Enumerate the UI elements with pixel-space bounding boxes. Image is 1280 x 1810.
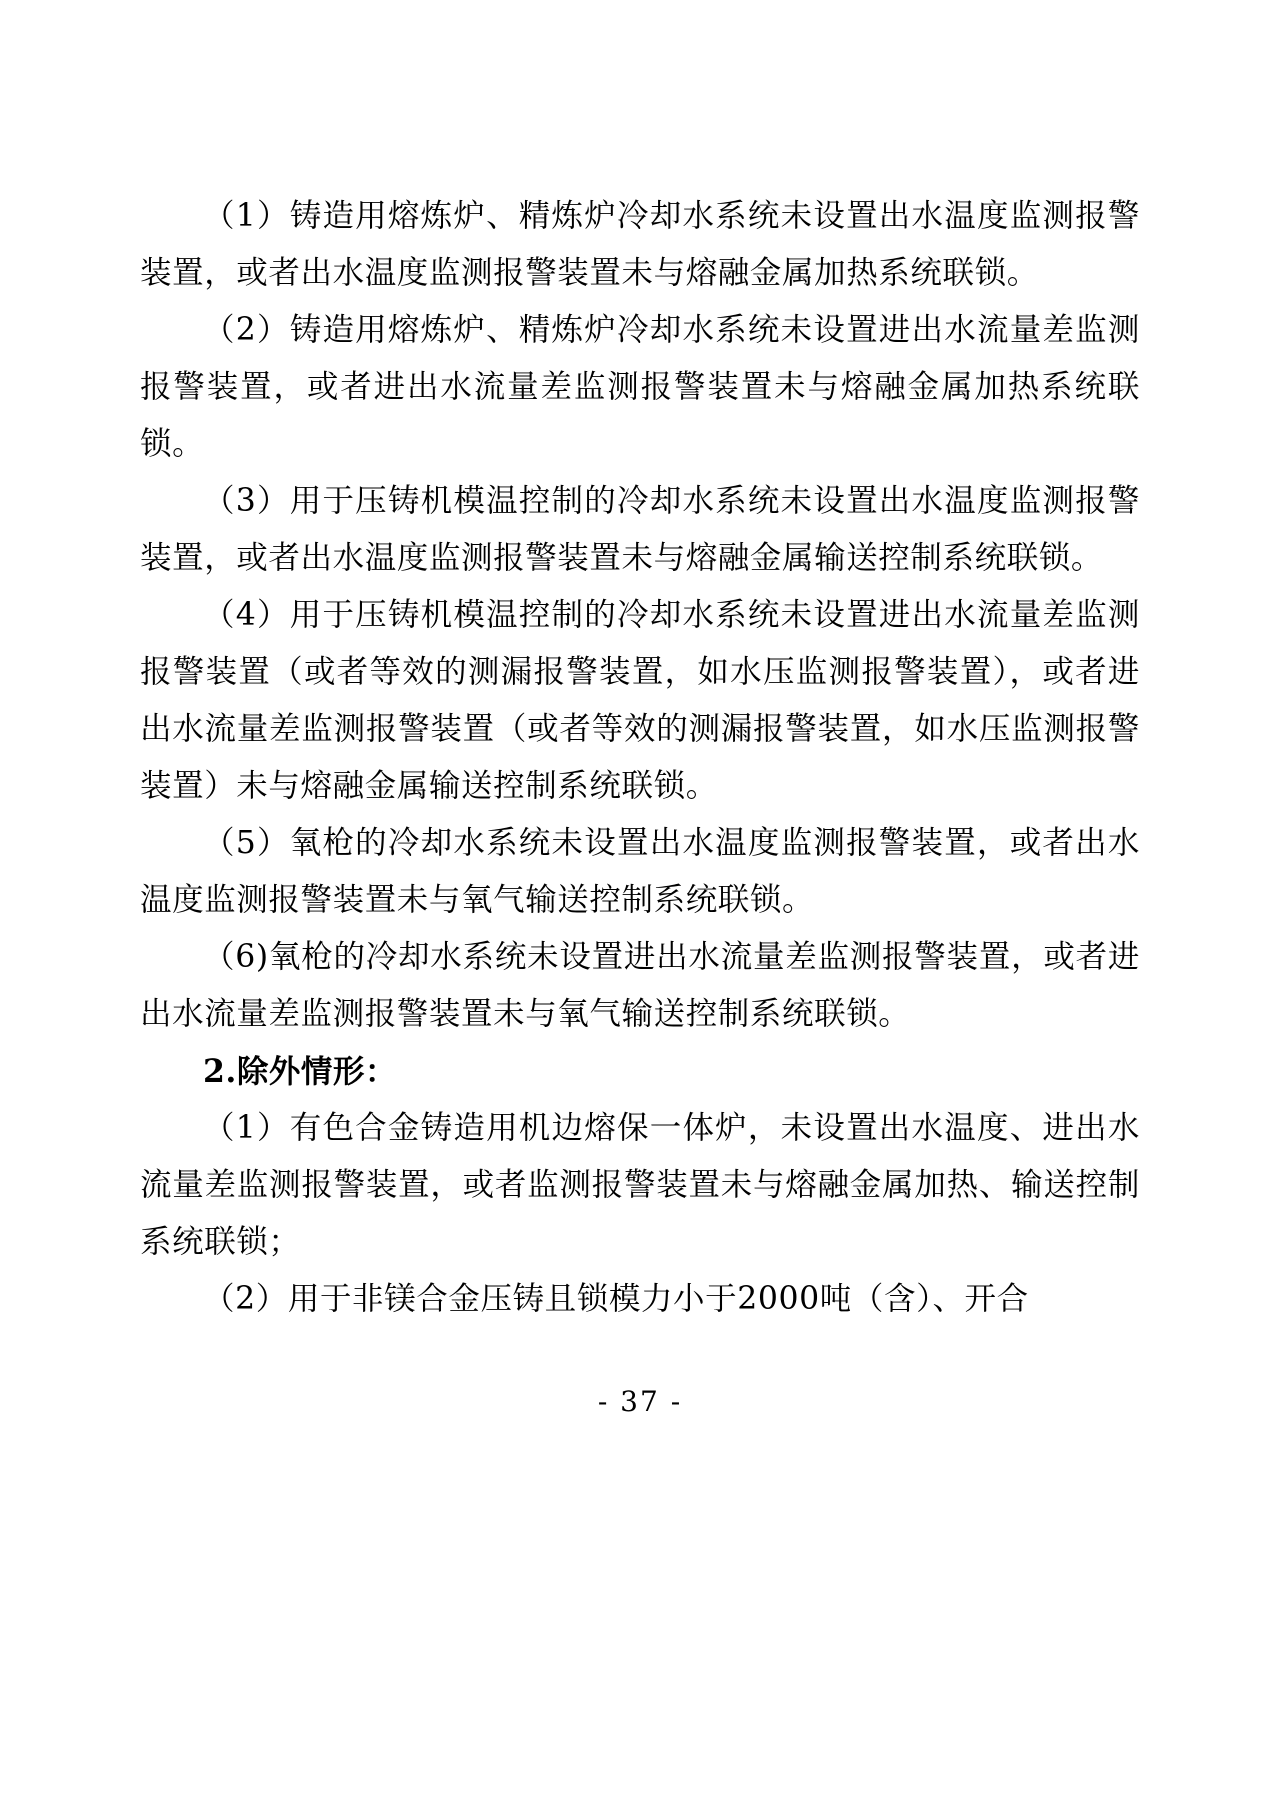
paragraph-item-1-2: （2）铸造用熔炼炉、精炼炉冷却水系统未设置进出水流量差监测报警装置，或者进出水流量差监测报警装置未与熔融金属加热系统联锁。 [140, 312, 1140, 462]
paragraph-item-2-1: （1）有色合金铸造用机边熔保一体炉，未设置出水温度、进出水流量差监测报警装置，或者监测报警装置未与熔融金属加热、输送控制系统联锁； [140, 1110, 1140, 1260]
paragraph-item-1-1: （1）铸造用熔炼炉、精炼炉冷却水系统未设置出水温度监测报警装置，或者出水温度监测报警装置未与熔融金属加热系统联锁。 [140, 198, 1140, 291]
document-body [140, 188, 1140, 1328]
section-heading-exclusions: 2.除外情形： [203, 1053, 397, 1090]
paragraph-item-1-6: （6)氧枪的冷却水系统未设置进出水流量差监测报警装置，或者进出水流量差监测报警装置未与氧气输送控制系统联锁。 [140, 939, 1140, 1032]
paragraph-item-1-3: （3）用于压铸机模温控制的冷却水系统未设置出水温度监测报警装置，或者出水温度监测报警装置未与熔融金属输送控制系统联锁。 [140, 483, 1140, 576]
paragraph-item-1-5: （5）氧枪的冷却水系统未设置出水温度监测报警装置，或者出水温度监测报警装置未与氧气输送控制系统联锁。 [140, 825, 1140, 918]
paragraph-item-1-4: （4）用于压铸机模温控制的冷却水系统未设置进出水流量差监测报警装置（或者等效的测漏报警装置，如水压监测报警装置），或者进出水流量差监测报警装置（或者等效的测漏报警装置，如水压监测报警装置）未与熔融金属输送控制系统联锁。 [140, 597, 1140, 804]
paragraph-item-2-2: （2）用于非镁合金压铸且锁模力小于2000吨（含）、开合 [203, 1281, 1029, 1317]
page-number: - 37 - [597, 1385, 683, 1418]
